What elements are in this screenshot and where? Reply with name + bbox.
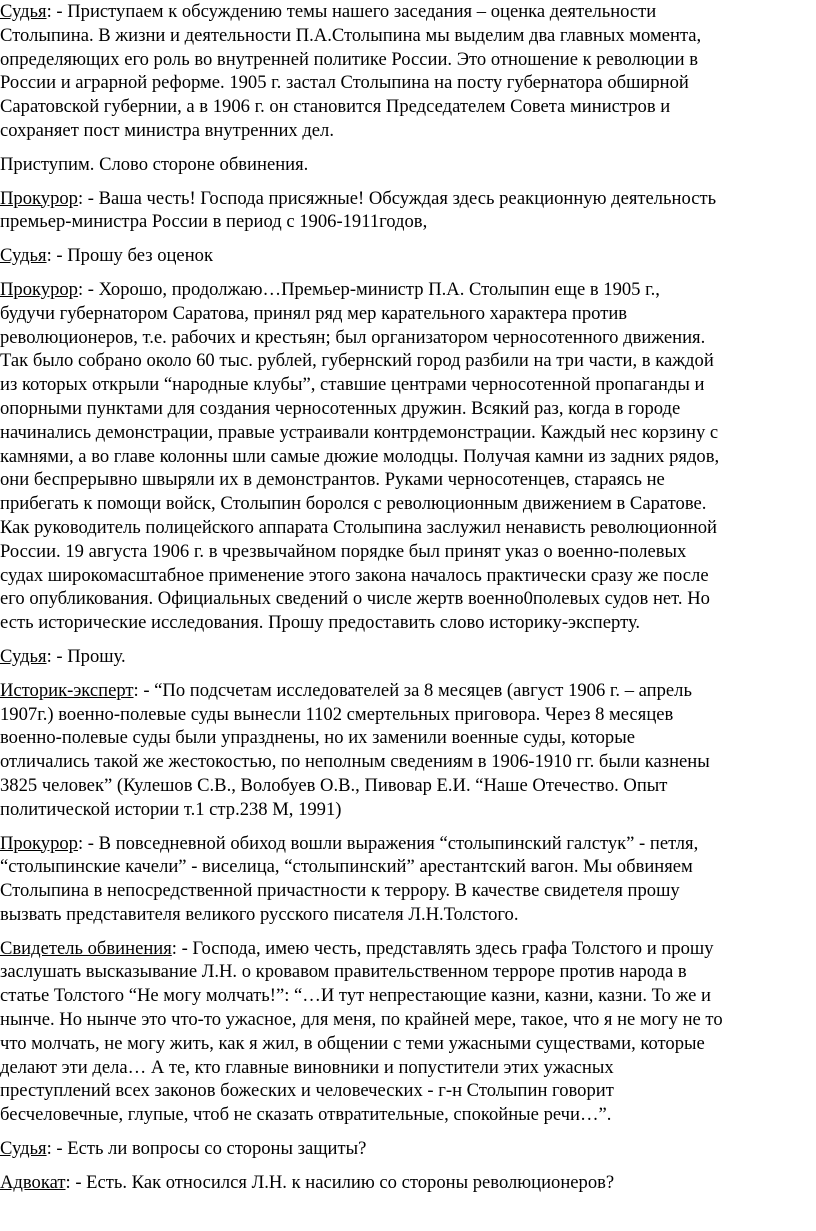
paragraph — [0, 0, 816, 143]
paragraph — [0, 153, 816, 177]
speaker-label: Прокурор — [0, 278, 78, 300]
paragraph-text: Приступим. Слово стороне обвинения. — [0, 153, 309, 175]
paragraph — [0, 1171, 816, 1195]
paragraph-text: : - “По подсчетам исследователей за 8 месяцев (август 1906 г. – апрель 1907г.) военно-полевые суды вынесли 1102 смертельных приговора. Через 8 месяцев военно-полевые суды были упразднены, но их заменили военные суды, которые отличались такой же жестокостью, по неполным сведениям в 1906-1910 гг. были казнены 3825 человек” (Кулешов С.В., Волобуев О.В., Пивовар Е.И. “Наше Отечество. Опыт политической истории т.1 стр.238 М, 1991) — [0, 679, 710, 820]
paragraph-text: : - Ваша честь! Господа присяжные! Обсуждая здесь реакционную деятельность премьер-министра России в период с 1906-1911годов, — [0, 187, 717, 233]
paragraph-text: : - Хорошо, продолжаю…Премьер-министр П.А. Столыпин еще в 1905 г., будучи губернатором Саратова, принял ряд мер карательного характера против революционеров, т.е. рабочих и крестьян; был организатором черносотенного движения. Так было собрано около 60 тыс. рублей, губернский город разбили на три части, в каждой из которых открыли “народные клубы”, ставшие центрами черносотенной пропаганды и опорными пунктами для создания черносотенных дружин. Всякий раз, когда в городе начинались демонстрации, правые устраивали контрдемонстрации. Каждый нес корзину с камнями, а во главе колонны шли самые дюжие молодцы. Получая камни из задних рядов, они беспрерывно швыряли их в демонстрантов. Руками черносотенцев, стараясь не прибегать к помощи войск, Столыпин боролся с революционным движением в Саратове. Как руководитель полицейского аппарата Столыпина заслужил ненависть революционной России. 19 августа 1906 г. в чрезвычайном порядке был принят указ о военно-полевых судах широкомасштабное применение этого закона началось практически сразу же после его опубликования. Официальных сведений о числе жертв военно0полевых судов нет. Но есть исторические исследования. Прошу предоставить слово историку-эксперту. — [0, 278, 720, 634]
paragraph-text: : - Есть ли вопросы со стороны защиты? — [46, 1138, 367, 1160]
paragraph — [0, 1137, 816, 1161]
paragraph — [0, 937, 816, 1127]
speaker-label: Судья — [0, 645, 47, 667]
paragraph-text: : - Приступаем к обсуждению темы нашего заседания – оценка деятельности Столыпина. В жизни и деятельности П.А.Столыпина мы выделим два главных момента, определяющих его роль во внутренней политике России. Это отношение к революции в России и аграрной реформе. 1905 г. застал Столыпина на посту губернатора обширной Саратовской губернии, а в 1906 г. он становится Председателем Совета министров и сохраняет пост министра внутренних дел. — [0, 1, 702, 141]
speaker-label: Судья — [0, 1138, 47, 1160]
paragraph-text: : - Прошу без оценок — [46, 245, 213, 267]
speaker-label: Историк-эксперт — [0, 679, 134, 701]
paragraph — [0, 832, 816, 927]
speaker-label: Свидетель обвинения — [0, 937, 172, 959]
paragraph — [0, 187, 816, 235]
speaker-label: Прокурор — [0, 187, 78, 209]
speaker-label: Прокурор — [0, 832, 78, 854]
speaker-label: Судья — [0, 245, 47, 267]
speaker-label: Судья — [0, 1, 47, 22]
paragraph-text: : - Есть. Как относился Л.Н. к насилию со стороны революционеров? — [65, 1171, 615, 1193]
paragraph-text: : - Господа, имею честь, представлять здесь графа Толстого и прошу заслушать высказывание Л.Н. о кровавом правительственном терроре против народа в статье Толстого “Не могу молчать!”: “…И тут непрестающие казни, казни, казни. То же и нынче. Но нынче это что-то ужасное, для меня, по крайней мере, такое, что я не могу не то что молчать, не могу жить, как я жил, в общении с теми ужасными существами, которые делают эти дела… А те, кто главные виновники и попустители этих ужасных преступлений всех законов божеских и человеческих - г-н Столыпин говорит бесчеловечные, глупые, чтоб не сказать отвратительные, спокойные речи…”. — [0, 937, 723, 1126]
paragraph — [0, 278, 816, 635]
paragraph — [0, 679, 816, 822]
paragraph — [0, 244, 816, 268]
paragraph-text: : - Прошу. — [46, 645, 126, 667]
speaker-label: Адвокат — [0, 1171, 66, 1193]
paragraph — [0, 645, 816, 669]
paragraph-text: : - В повседневной обиход вошли выражения “столыпинский галстук” - петля, “столыпинские качели” - виселица, “столыпинский” арестантский вагон. Мы обвиняем Столыпина в непосредственной причастности к террору. В качестве свидетеля прошу вызвать представителя великого русского писателя Л.Н.Толстого. — [0, 832, 699, 925]
